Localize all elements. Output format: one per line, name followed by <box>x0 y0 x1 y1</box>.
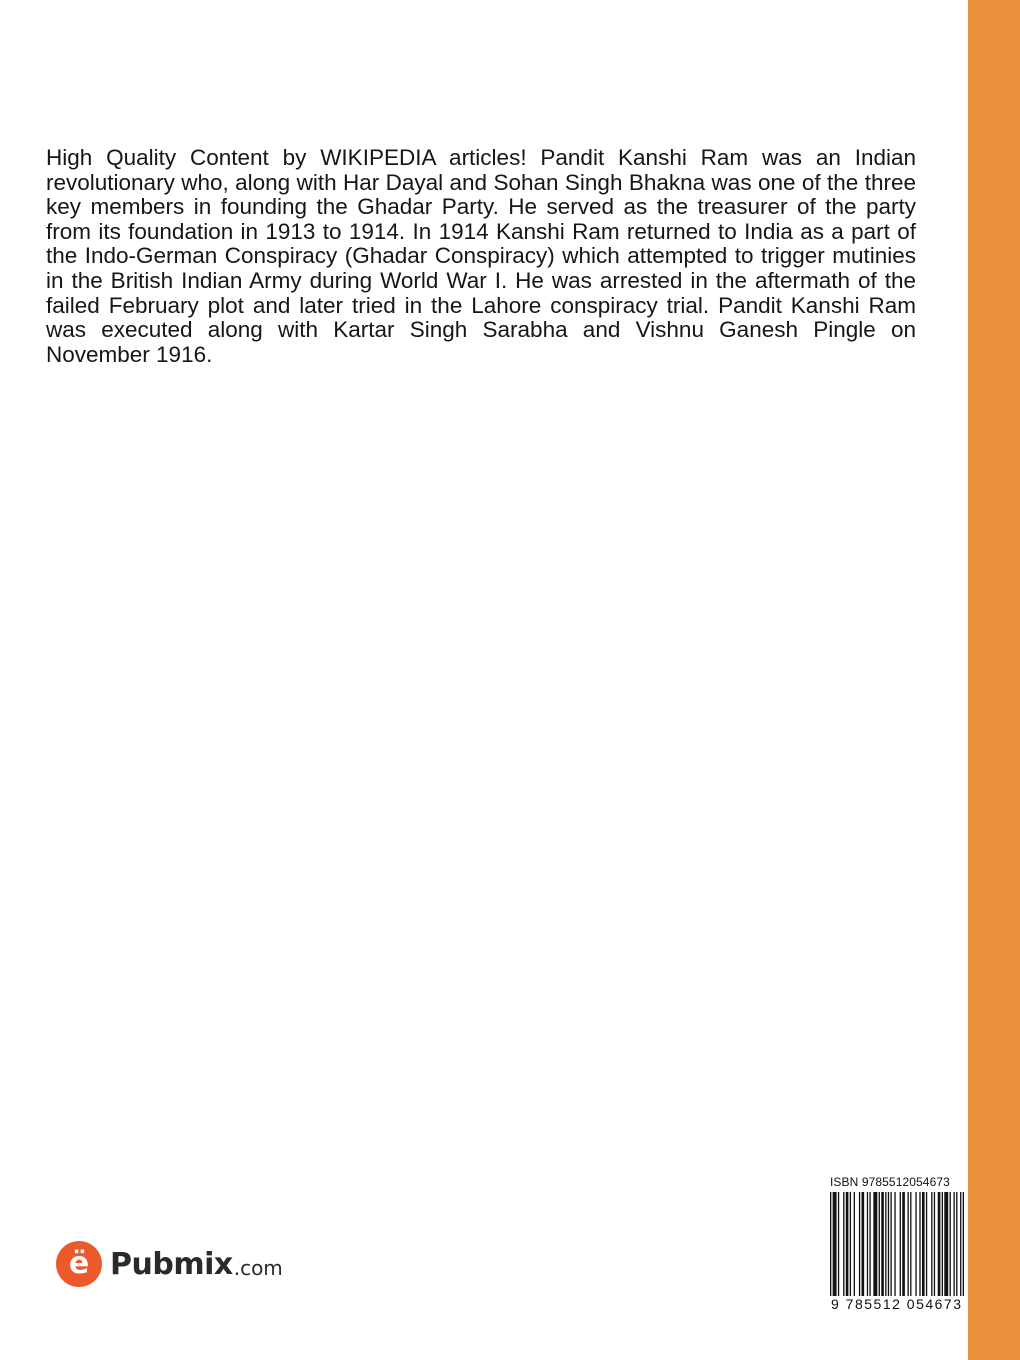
publisher-domain: .com <box>233 1256 283 1280</box>
isbn-barcode-block <box>824 1170 968 1320</box>
publisher-name: Pubmix <box>110 1246 233 1282</box>
isbn-label: ISBN 9785512054673 <box>830 1175 950 1189</box>
barcode-digits: 9 785512 054673 <box>831 1296 963 1312</box>
publisher-logo <box>56 1234 283 1294</box>
barcode-icon <box>830 1192 964 1304</box>
publisher-logo-glyph: ë <box>68 1246 90 1281</box>
book-spine-stripe <box>968 0 1020 1360</box>
back-cover-blurb: High Quality Content by WIKIPEDIA articles! Pandit Kanshi Ram was an Indian revolutionary who, along with Har Dayal and Sohan Singh Bhakna was one of the three key members in founding the Ghadar Party. He served as the treasurer of the party from its foundation in 1913 to 1914. In 1914 Kanshi Ram returned to India as a part of the Indo-German Conspiracy (Ghadar Conspiracy) which attempted to trigger mutinies in the British Indian Army during World War I. He was arrested in the aftermath of the failed February plot and later tried in the Lahore conspiracy trial. Pandit Kanshi Ram was executed along with Kartar Singh Sarabha and Vishnu Ganesh Pingle on November 1916. <box>46 145 916 367</box>
publisher-logo-icon <box>56 1241 102 1287</box>
